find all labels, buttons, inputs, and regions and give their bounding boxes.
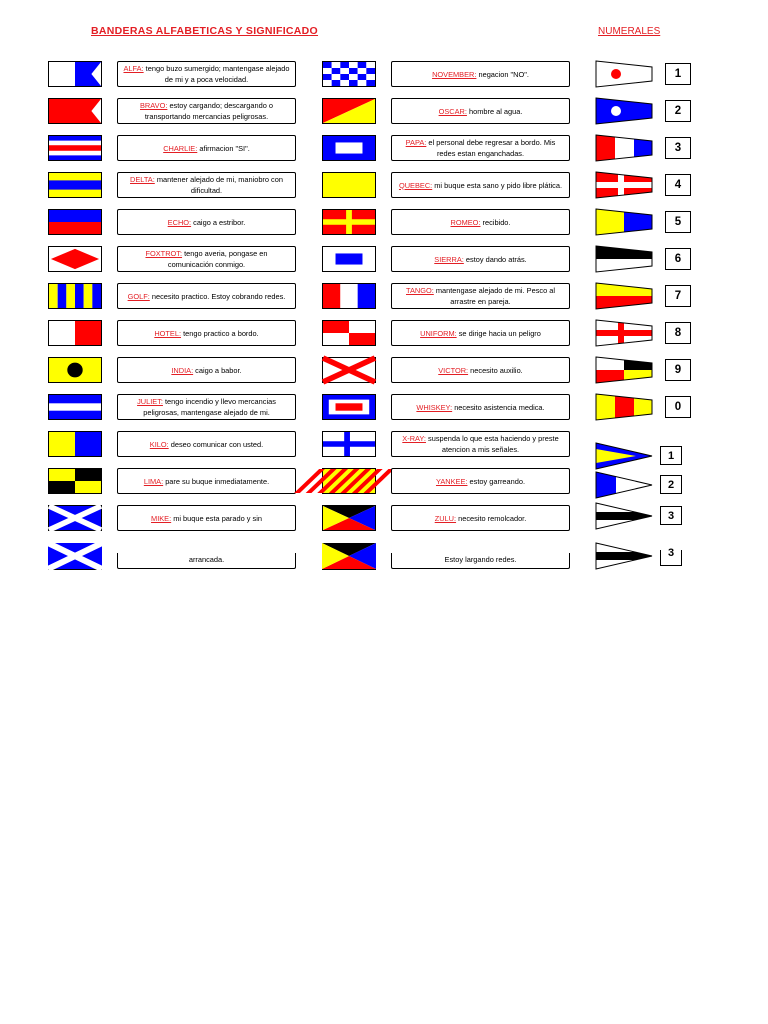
numeral-pennant-3-icon <box>596 135 652 161</box>
flag-description <box>117 98 296 124</box>
flag-name: KILO: <box>149 439 169 449</box>
flag-description-continuation: Estoy largando redes. <box>391 553 570 569</box>
flag-meaning: hombre al agua. <box>466 106 523 116</box>
flag-name: PAPA: <box>405 138 427 147</box>
flag-meaning: negacion "NO". <box>476 69 529 79</box>
flag-description <box>391 320 570 346</box>
foxtrot-flag-icon <box>48 246 102 272</box>
flag-description-continuation: arrancada. <box>117 553 296 569</box>
flag-name: JULIET: <box>137 397 163 406</box>
flag-meaning: tengo buzo sumergido; mantengase alejado de mi y a poca velocidad. <box>143 64 290 84</box>
flag-name: NOVEMBER: <box>432 69 477 79</box>
numeral-pennant-7-icon <box>596 283 652 309</box>
substitute-pennant-1-icon <box>596 443 652 469</box>
flag-meaning: necesito auxilio. <box>468 365 523 375</box>
flag-description <box>117 357 296 383</box>
flag-meaning: el personal debe regresar a bordo. Mis redes estan enganchadas. <box>426 138 556 158</box>
flag-description <box>391 61 570 87</box>
delta-flag-icon <box>48 172 102 198</box>
charlie-flag-icon <box>48 135 102 161</box>
flag-description <box>117 320 296 346</box>
romeo-flag-icon <box>322 209 376 235</box>
mike-flag-icon <box>48 505 102 531</box>
numeral-box: 3 <box>665 137 691 159</box>
flag-meaning: necesito remolcador. <box>456 513 527 523</box>
flag-name: BRAVO: <box>140 101 168 110</box>
yankee-flag-icon <box>322 468 376 494</box>
flag-description <box>391 209 570 235</box>
flag-name: HOTEL: <box>154 328 182 338</box>
sierra-flag-icon <box>322 246 376 272</box>
flag-name: ALFA: <box>123 64 144 73</box>
numeral-pennant-0-icon <box>596 394 652 420</box>
kilo-flag-icon <box>48 431 102 457</box>
flag-meaning: suspenda lo que esta haciendo y preste atencion a mis señales. <box>425 434 559 454</box>
alfa-flag-icon <box>48 61 102 87</box>
substitute-pennant-fragment-icon <box>596 550 652 569</box>
flag-name: MIKE: <box>151 513 172 523</box>
flag-name: UNIFORM: <box>420 328 457 338</box>
flag-name: ROMEO: <box>450 217 481 227</box>
flag-name: SIERRA: <box>434 254 464 264</box>
juliet-flag-icon <box>48 394 102 420</box>
flag-meaning: deseo comunicar con usted. <box>168 439 264 449</box>
flag-name: X-RAY: <box>402 434 426 443</box>
substitute-pennant-2-icon <box>596 472 652 498</box>
numeral-pennant-5-icon <box>596 209 652 235</box>
numerals-title: NUMERALES <box>598 26 661 37</box>
flag-description <box>117 61 296 87</box>
flag-name: INDIA: <box>171 365 194 375</box>
whiskey-flag-icon <box>322 394 376 420</box>
flag-description <box>391 468 570 494</box>
flag-meaning: necesito practico. Estoy cobrando redes. <box>149 291 286 301</box>
numeral-box: 7 <box>665 285 691 307</box>
mike-flag-fragment-icon <box>48 548 102 570</box>
substitute-box: 1 <box>660 446 682 465</box>
flag-description <box>391 394 570 420</box>
india-flag-icon <box>48 357 102 383</box>
numeral-pennant-6-icon <box>596 246 652 272</box>
flag-name: ZULU: <box>434 513 457 523</box>
flag-meaning: recibido. <box>480 217 511 227</box>
bravo-flag-icon <box>48 98 102 124</box>
flag-meaning: caigo a babor. <box>193 365 242 375</box>
flag-meaning: se dirige hacia un peligro <box>456 328 541 338</box>
substitute-pennant-3-icon <box>596 503 652 529</box>
flag-description <box>117 283 296 309</box>
numeral-box: 5 <box>665 211 691 233</box>
flag-name: OSCAR: <box>438 106 467 116</box>
tango-flag-icon <box>322 283 376 309</box>
numeral-box: 0 <box>665 396 691 418</box>
flag-description <box>391 283 570 309</box>
papa-flag-icon <box>322 135 376 161</box>
flag-meaning: tengo practico a bordo. <box>181 328 259 338</box>
flag-name: YANKEE: <box>435 476 468 486</box>
numeral-pennant-1-icon <box>596 61 652 87</box>
flag-description <box>391 172 570 198</box>
flag-name: CHARLIE: <box>163 143 198 153</box>
flag-name: FOXTROT: <box>145 249 183 258</box>
flag-description <box>117 431 296 457</box>
numeral-pennant-9-icon <box>596 357 652 383</box>
flag-description <box>117 172 296 198</box>
numeral-pennant-2-icon <box>596 98 652 124</box>
flag-description <box>391 246 570 272</box>
flag-description <box>117 135 296 161</box>
flag-meaning: estoy dando atrás. <box>463 254 527 264</box>
flag-description <box>391 357 570 383</box>
lima-flag-icon <box>48 468 102 494</box>
flag-meaning: mi buque esta sano y pido libre plática. <box>432 180 563 190</box>
flag-meaning: estoy cargando; descargando o transportando mercancias peligrosas. <box>144 101 273 121</box>
oscar-flag-icon <box>322 98 376 124</box>
flag-description <box>117 394 296 420</box>
flag-name: ECHO: <box>167 217 192 227</box>
flag-meaning: tengo averia, pongase en comunicación conmigo. <box>167 249 268 269</box>
flag-description <box>391 98 570 124</box>
victor-flag-icon <box>322 357 376 383</box>
numeral-pennant-4-icon <box>596 172 652 198</box>
numeral-box: 8 <box>665 322 691 344</box>
hotel-flag-icon <box>48 320 102 346</box>
flag-meaning: mantengase alejado de mi. Pesco al arrastre en pareja. <box>433 286 555 306</box>
numeral-pennant-8-icon <box>596 320 652 346</box>
flag-meaning: afirmacion "SI". <box>197 143 250 153</box>
echo-flag-icon <box>48 209 102 235</box>
numeral-box: 1 <box>665 63 691 85</box>
flag-description <box>117 505 296 531</box>
flag-name: QUEBEC: <box>398 180 433 190</box>
flag-name: DELTA: <box>130 175 155 184</box>
uniform-flag-icon <box>322 320 376 346</box>
flag-meaning: mantener alejado de mi, maniobro con dificultad. <box>154 175 283 195</box>
numeral-box: 4 <box>665 174 691 196</box>
flag-meaning: estoy garreando. <box>467 476 526 486</box>
numeral-box: 9 <box>665 359 691 381</box>
flag-name: GOLF: <box>127 291 150 301</box>
flag-description <box>117 209 296 235</box>
flag-description <box>391 505 570 531</box>
flag-name: TANGO: <box>406 286 434 295</box>
page-title: BANDERAS ALFABETICAS Y SIGNIFICADO <box>91 25 319 37</box>
flag-name: WHISKEY: <box>416 402 453 412</box>
flag-meaning: mi buque esta parado y sin <box>171 513 262 523</box>
substitute-box: 3 <box>660 506 682 525</box>
flag-name: VICTOR: <box>438 365 469 375</box>
flag-description <box>117 246 296 272</box>
numeral-box: 6 <box>665 248 691 270</box>
golf-flag-icon <box>48 283 102 309</box>
flag-name: LIMA: <box>143 476 164 486</box>
quebec-flag-icon <box>322 172 376 198</box>
xray-flag-icon <box>322 431 376 457</box>
flag-description <box>391 135 570 161</box>
zulu-flag-icon <box>322 505 376 531</box>
flag-meaning: pare su buque inmediatamente. <box>163 476 270 486</box>
zulu-flag-fragment-icon <box>322 548 376 570</box>
flag-description <box>391 431 570 457</box>
substitute-box: 2 <box>660 475 682 494</box>
substitute-box-fragment: 3 <box>660 550 682 566</box>
numeral-box: 2 <box>665 100 691 122</box>
november-flag-icon <box>322 61 376 87</box>
flag-meaning: necesito asistencia medica. <box>452 402 545 412</box>
flag-description <box>117 468 296 494</box>
flag-meaning: caigo a estribor. <box>191 217 246 227</box>
flag-meaning: tengo incendio y llevo mercancias peligrosas, mantengase alejado de mi. <box>143 397 276 417</box>
